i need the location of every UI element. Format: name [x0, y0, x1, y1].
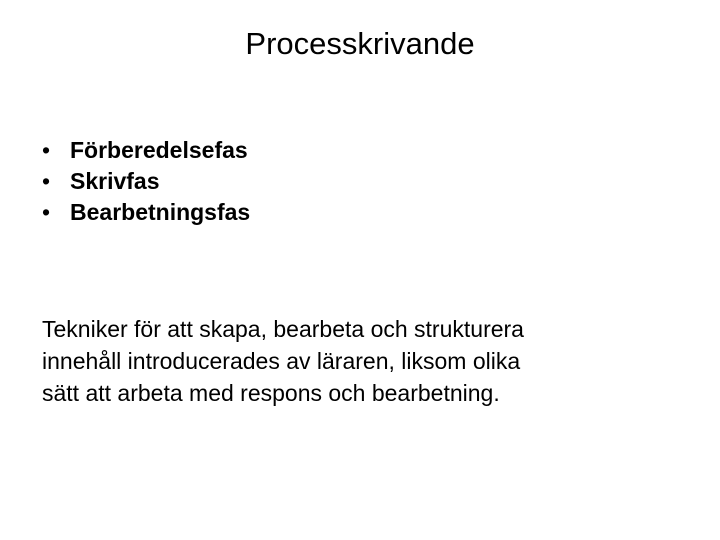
body-line: sätt att arbeta med respons och bearbetning.	[42, 380, 500, 406]
bullet-icon: •	[42, 137, 51, 163]
bullet-icon: •	[42, 199, 51, 225]
bullet-list	[42, 135, 250, 228]
bullet-item	[42, 135, 250, 166]
bullet-label: Skrivfas	[70, 168, 160, 194]
bullet-label: Bearbetningsfas	[70, 199, 251, 225]
bullet-label: Förberedelsefas	[70, 137, 248, 163]
body-line: innehåll introducerades av läraren, liksom olika	[42, 348, 521, 374]
bullet-item	[42, 197, 250, 228]
slide-title: Processkrivande	[245, 26, 475, 61]
body-line: Tekniker för att skapa, bearbeta och strukturera	[42, 316, 524, 342]
bullet-icon: •	[42, 168, 51, 194]
bullet-item	[42, 166, 250, 197]
body-paragraph	[42, 313, 682, 409]
